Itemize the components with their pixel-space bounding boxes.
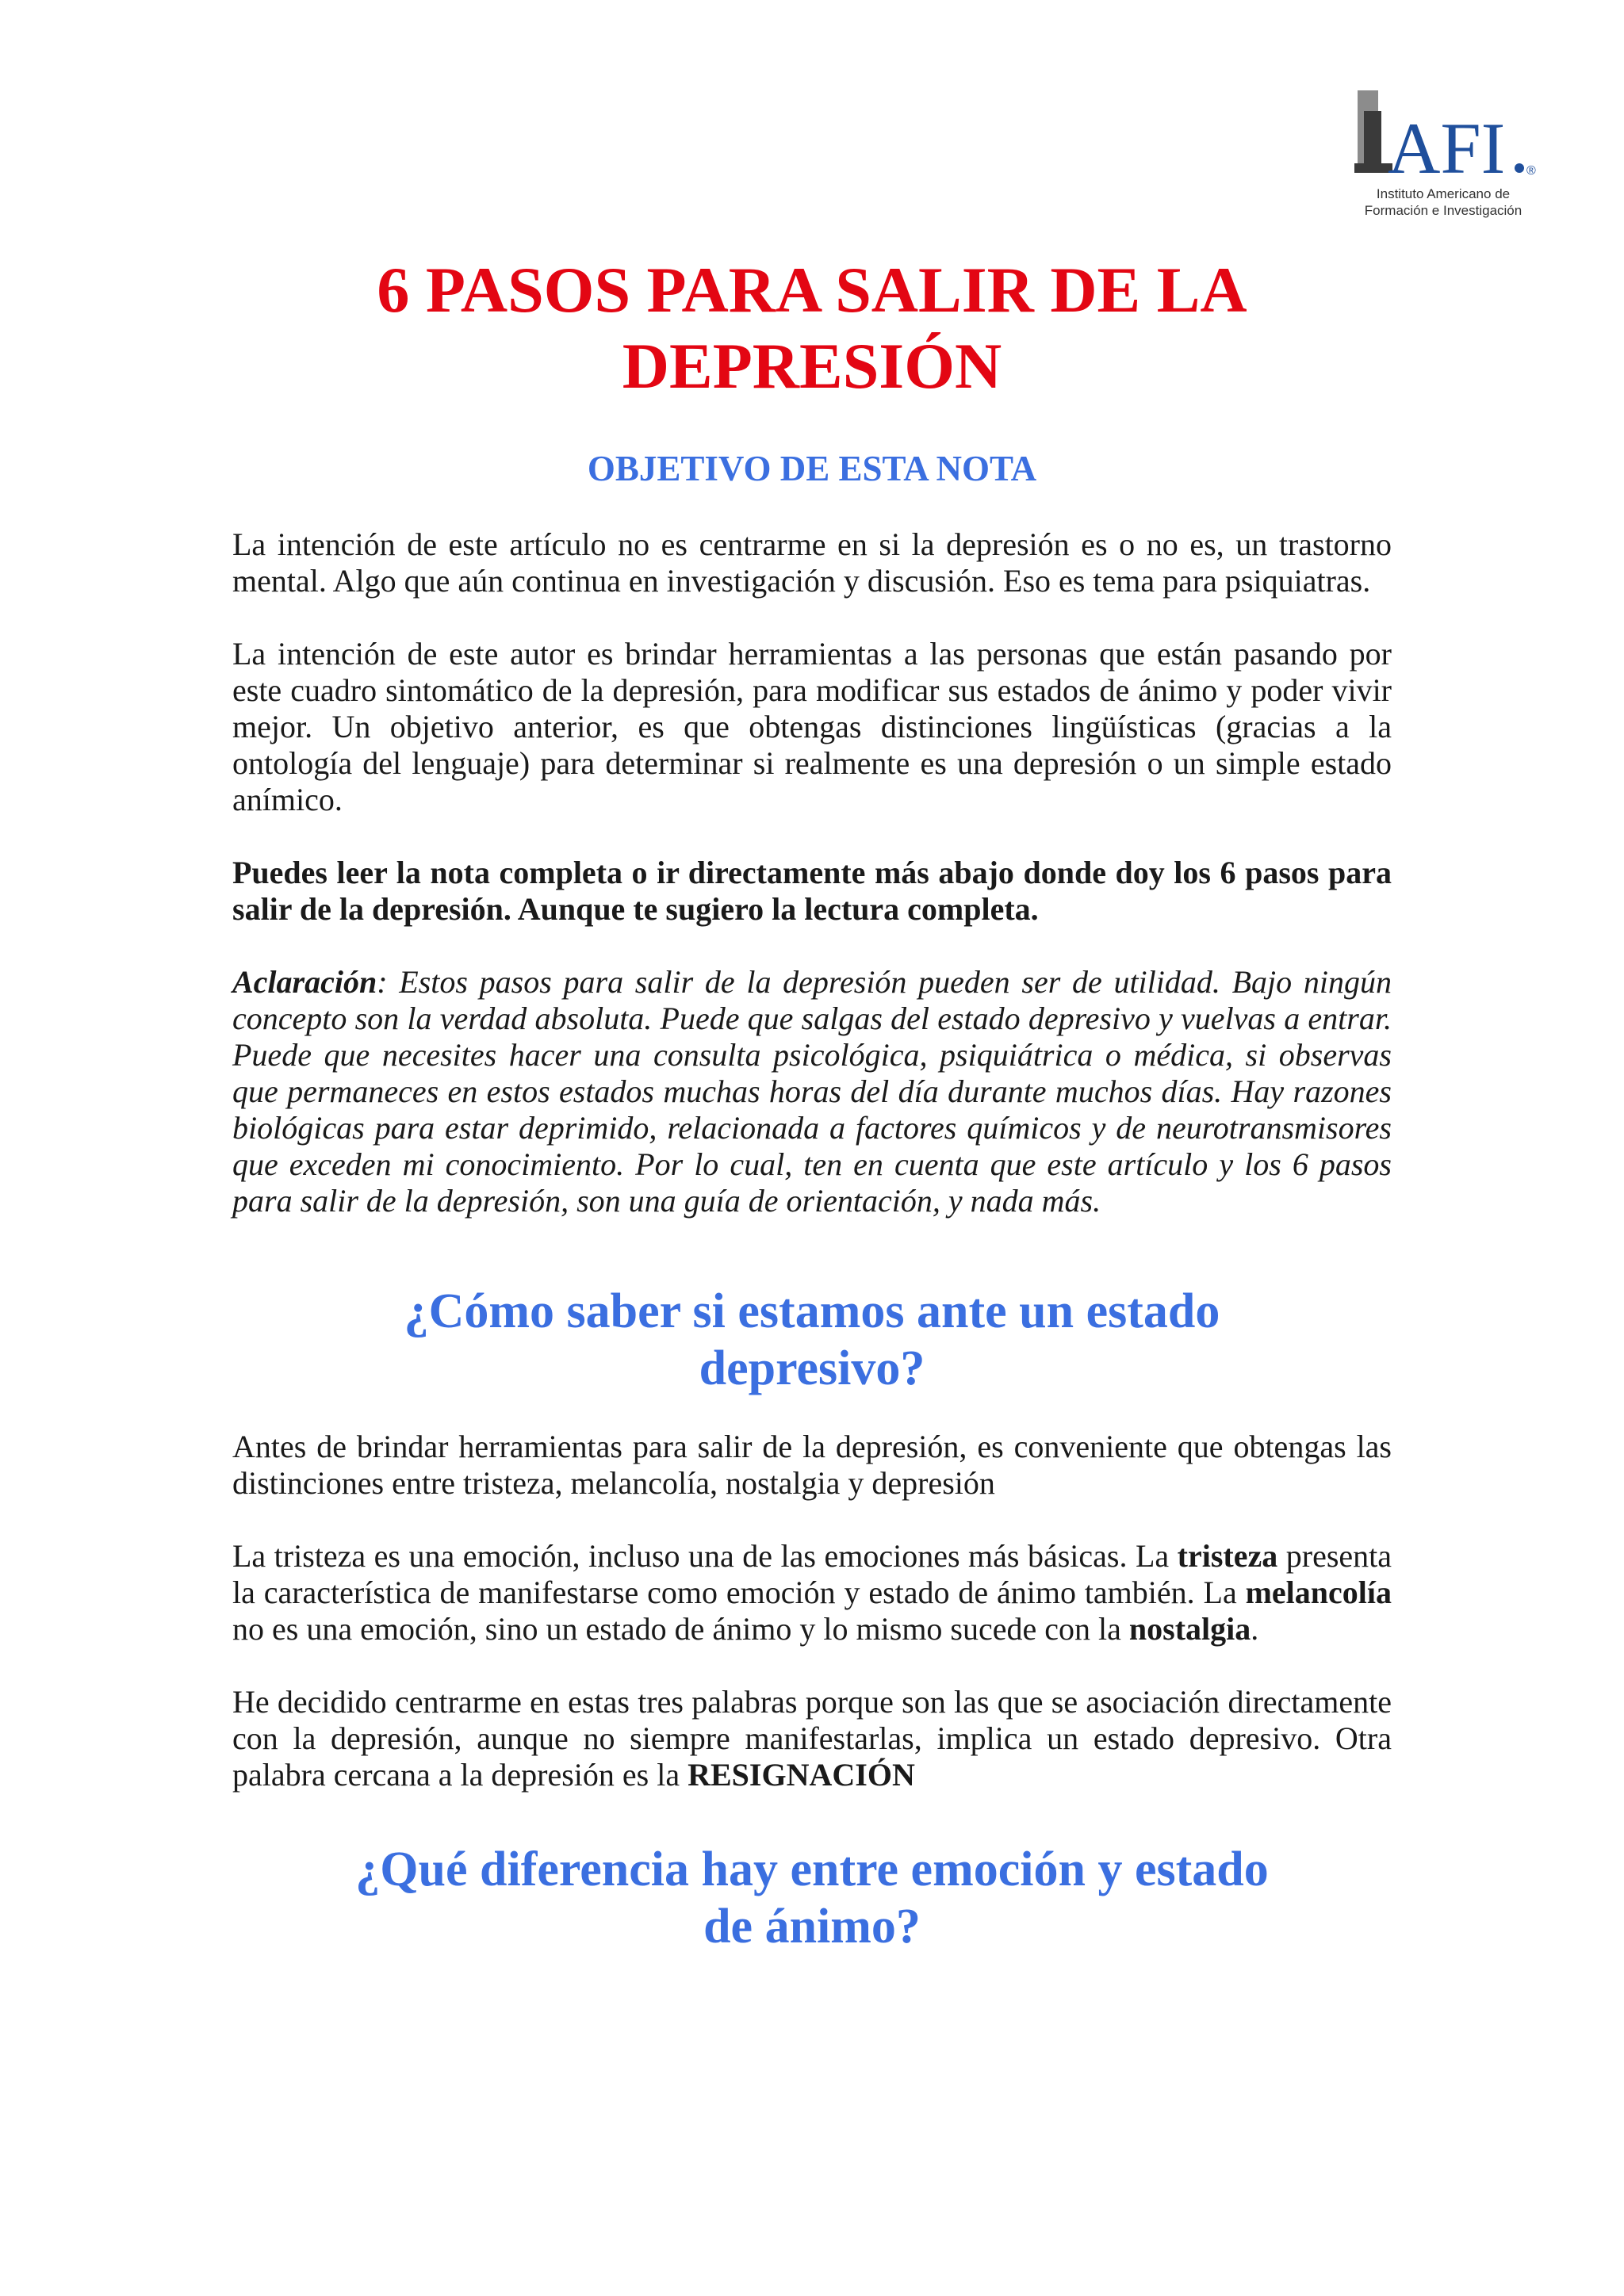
aclaracion-label: Aclaración [232, 964, 377, 1000]
text-run: no es una emoción, sino un estado de ánimo y lo mismo sucede con la [232, 1611, 1129, 1647]
text-run: presenta la característica de manifestarse como emoción y estado de ánimo también. La [232, 1538, 1392, 1610]
section2-paragraph-2 [232, 1538, 1392, 1647]
section-subtitle: OBJETIVO DE ESTA NOTA [587, 449, 1037, 488]
logo-caption [1348, 186, 1538, 219]
logo-letters: AFI [1388, 108, 1506, 181]
logo-caption-line2: Formación e Investigación [1364, 203, 1522, 218]
iafi-logo-mark [1354, 86, 1537, 181]
document-body [232, 252, 1392, 1987]
intro-paragraph-2: La intención de este autor es brindar herramientas a las personas que están pasando por este cuadro sintomático de la depresión, para modificar sus estados de ánimo y poder vivir mejor. Un objetivo anterior, es que obtengas distinciones lingüísticas (gracias a la ontología del lenguaje) para determinar si realmente es una depresión o un simple estado anímico. [232, 636, 1392, 817]
section-heading-emocion-estado [232, 1841, 1392, 1955]
page-title-line1: 6 PASOS PARA SALIR DE LA [377, 254, 1247, 326]
intro-paragraph-1: La intención de este artículo no es centrarme en si la depresión es o no es, un trastorno mental. Algo que aún continua en investigación y discusión. Eso es tema para psiquiatras. [232, 526, 1392, 599]
term-tristeza: tristeza [1177, 1538, 1278, 1574]
term-melancolia: melancolía [1245, 1575, 1392, 1610]
section2-paragraph-1: Antes de brindar herramientas para salir de la depresión, es conveniente que obtengas las distinciones entre tristeza, melancolía, nostalgia y depresión [232, 1429, 1392, 1501]
text-run: La tristeza es una emoción, incluso una de las emociones más básicas. La [232, 1538, 1178, 1574]
term-nostalgia: nostalgia [1128, 1611, 1251, 1647]
iafi-logo [1348, 86, 1538, 220]
section3-heading-line2: de ánimo? [703, 1900, 921, 1954]
section2-heading-line2: depresivo? [699, 1341, 925, 1395]
text-run: . [1251, 1611, 1259, 1647]
text-run: He decidido centrarme en estas tres palabras porque son las que se asociación directamente con la depresión, aunque no siempre manifestarlas, implica un estado depresivo. Otra palabra cercana a la depresión es la [232, 1684, 1392, 1793]
aclaracion-paragraph [232, 964, 1392, 1219]
section2-heading-line1: ¿Cómo saber si estamos ante un estado [404, 1284, 1220, 1338]
registered-mark: ® [1526, 164, 1536, 178]
page-title-line2: DEPRESIÓN [622, 330, 1002, 402]
section2-paragraph-3 [232, 1684, 1392, 1793]
term-resignacion: RESIGNACIÓN [688, 1757, 915, 1793]
aclaracion-text: : Estos pasos para salir de la depresión pueden ser de utilidad. Bajo ningún concepto son la verdad absoluta. Puede que salgas del estado depresivo y vuelvas a entrar. Puede que necesites hacer una consulta psicológica, psiquiátrica o médica, si observas que permaneces en estos estados muchas horas del día durante muchos días. Hay razones biológicas para estar deprimido, relacionada a factores químicos y de neurotransmisores que exceden mi conocimiento. Por lo cual, ten en cuenta que este artículo y los 6 pasos para salir de la depresión, son una guía de orientación, y nada más. [232, 964, 1392, 1219]
page-title [232, 252, 1392, 404]
intro-paragraph-bold: Puedes leer la nota completa o ir directamente más abajo donde doy los 6 pasos para salir de la depresión. Aunque te sugiero la lectura completa. [232, 855, 1392, 927]
section-heading-estado-depresivo [232, 1283, 1392, 1397]
logo-caption-line1: Instituto Americano de [1376, 186, 1511, 201]
section3-heading-line1: ¿Qué diferencia hay entre emoción y estado [355, 1843, 1269, 1896]
